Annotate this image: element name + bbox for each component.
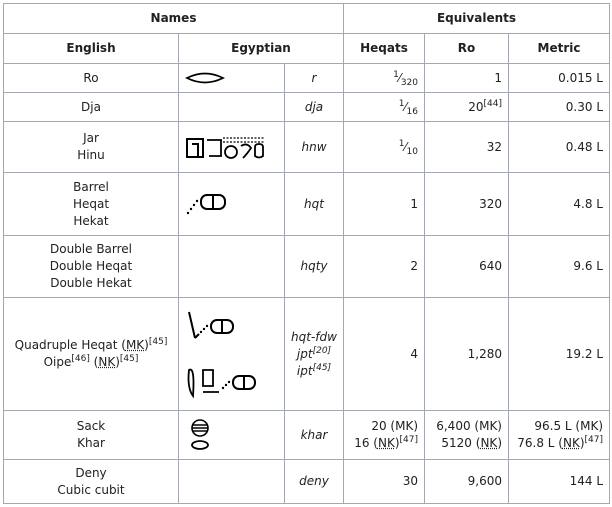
citation-link[interactable]: [20] [312,345,332,356]
heqats-value: 30 [344,460,425,504]
english-name: Quadruple Heqat (MK)[45] Oipe[46] (NK)[45] [4,298,179,411]
heqats-value: $^1⁄_{16}$ [344,93,425,122]
table-row [4,298,610,411]
citation-link[interactable]: [47] [399,435,418,445]
heqats-value: 4 [344,298,425,411]
abbreviation: NK [480,436,498,450]
metric-value: 0.30 L [509,93,610,122]
metric-value: 19.2 L [509,298,610,411]
abbreviation: NK [377,436,395,450]
ro-value: 1,280 [425,298,509,411]
header-names: Names [4,4,344,34]
heqats-value: 2 [344,236,425,298]
transliteration: hqt-fdw jpt[20] ipt[45] [285,298,344,411]
header-ro: Ro [425,34,509,64]
table-row [4,173,610,236]
ro-value: 1 [425,64,509,93]
table-row [4,93,610,122]
ro-value: 20[44] [425,93,509,122]
mouth-hieroglyph-icon [179,64,285,93]
transliteration: hnw [285,122,344,173]
ro-value: 640 [425,236,509,298]
empty-glyph-cell [179,460,285,504]
abbreviation: NK [98,355,116,369]
empty-glyph-cell [179,93,285,122]
heqats-value: $^1⁄_{320}$ [344,64,425,93]
citation-link[interactable]: [46] [71,354,90,364]
metric-value: 0.48 L [509,122,610,173]
citation-link[interactable]: [45] [148,337,168,347]
table-row [4,122,610,173]
transliteration: hqt [285,173,344,236]
table-row [4,411,610,460]
khar-sack-hieroglyph-icon [179,411,285,460]
abbreviation: MK [125,338,145,352]
metric-value: 9.6 L [509,236,610,298]
ro-value: 9,600 [425,460,509,504]
table-row [4,64,610,93]
heqats-value: 20 (MK) 16 (NK)[47] [344,411,425,460]
table-row [4,460,610,504]
citation-link[interactable]: [45] [119,354,139,364]
empty-glyph-cell [179,236,285,298]
hnw-jar-hieroglyphs-icon [179,122,285,173]
metric-value: 4.8 L [509,173,610,236]
transliteration: hqty [285,236,344,298]
transliteration: khar [285,411,344,460]
english-name: Double Barrel Double Heqat Double Hekat [4,236,179,298]
abbreviation: NK [562,436,580,450]
table-row [4,236,610,298]
transliteration: r [285,64,344,93]
ro-value: 32 [425,122,509,173]
header-equivalents: Equivalents [344,4,610,34]
measures-table [3,3,610,504]
header-metric: Metric [509,34,610,64]
heqat-barrel-hieroglyph-icon [179,173,285,236]
citation-link[interactable]: [44] [483,98,502,109]
english-name: Deny Cubic cubit [4,460,179,504]
header-english: English [4,34,179,64]
citation-link[interactable]: [47] [584,435,603,445]
oipe-hieroglyphs-icon [179,298,285,411]
transliteration: deny [285,460,344,504]
english-name: Barrel Heqat Hekat [4,173,179,236]
english-name: Ro [4,64,179,93]
english-name: Dja [4,93,179,122]
metric-value: 144 L [509,460,610,504]
ro-value: 320 [425,173,509,236]
heqats-value: $^1⁄_{10}$ [344,122,425,173]
metric-value: 0.015 L [509,64,610,93]
citation-link[interactable]: [45] [312,362,332,373]
header-heqats: Heqats [344,34,425,64]
transliteration: dja [285,93,344,122]
metric-value: 96.5 L (MK) 76.8 L (NK)[47] [509,411,610,460]
ro-value: 6,400 (MK) 5120 (NK) [425,411,509,460]
english-name: Jar Hinu [4,122,179,173]
english-name: Sack Khar [4,411,179,460]
heqats-value: 1 [344,173,425,236]
header-egyptian: Egyptian [179,34,344,64]
